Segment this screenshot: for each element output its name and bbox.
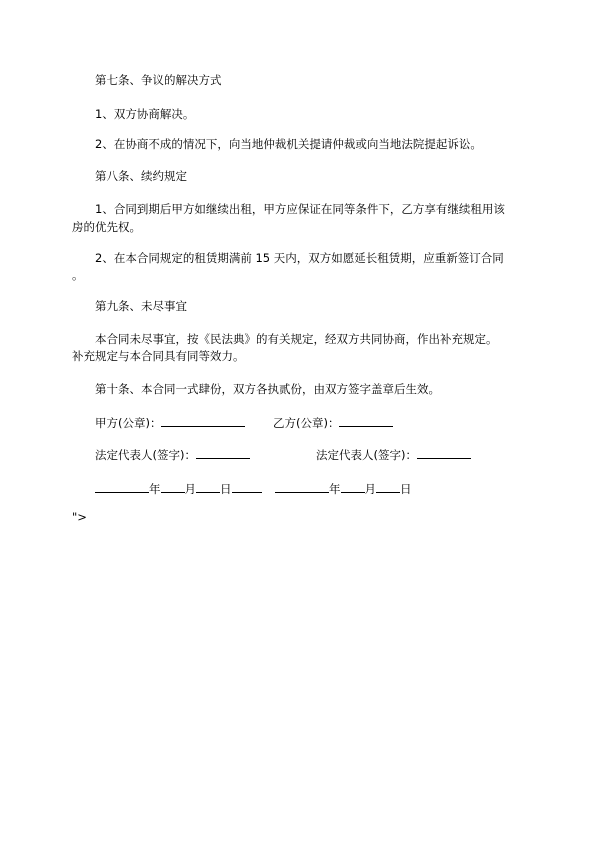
date-b-year-char: 年 xyxy=(329,482,341,496)
rep-b-blank xyxy=(417,446,471,459)
article-8-item-1-line-2: 房的优先权。 xyxy=(72,220,141,234)
date-a-day-char: 日 xyxy=(220,482,232,496)
date-b-year-blank xyxy=(275,480,329,493)
party-a-blank xyxy=(161,414,245,427)
article-9-para-line-2: 补充规定与本合同具有同等效力。 xyxy=(72,349,245,363)
rep-a-signature xyxy=(95,446,250,463)
date-b xyxy=(275,480,412,497)
article-7-title: 第七条、争议的解决方式 xyxy=(95,73,222,87)
article-9-title: 第九条、未尽事宜 xyxy=(95,299,187,313)
party-a-signature xyxy=(95,414,245,431)
date-a xyxy=(95,480,262,497)
rep-a-blank xyxy=(196,446,250,459)
party-a-label: 甲方(公章)： xyxy=(95,416,162,430)
date-a-trailing-blank xyxy=(232,480,262,493)
date-a-year-blank xyxy=(95,480,149,493)
party-b-label: 乙方(公章)： xyxy=(273,416,340,430)
rep-b-label: 法定代表人(签字)： xyxy=(316,448,417,462)
date-b-day-blank xyxy=(376,480,400,493)
article-9-para-line-1: 本合同未尽事宜，按《民法典》的有关规定，经双方共同协商，作出补充规定。 xyxy=(95,332,498,346)
rep-b-signature xyxy=(316,446,471,463)
date-b-month-char: 月 xyxy=(364,482,376,496)
date-a-month-blank xyxy=(161,480,185,493)
article-8-title: 第八条、续约规定 xyxy=(95,169,187,183)
article-8-item-2-line-2: 。 xyxy=(72,268,84,282)
date-a-day-blank xyxy=(196,480,220,493)
date-b-month-blank xyxy=(341,480,365,493)
article-7-item-2: 2、在协商不成的情况下，向当地仲裁机关提请仲裁或向当地法院提起诉讼。 xyxy=(95,137,482,151)
article-10-para: 第十条、本合同一式肆份，双方各执贰份，由双方签字盖章后生效。 xyxy=(95,382,440,396)
date-a-year-char: 年 xyxy=(149,482,161,496)
article-8-item-1-line-1: 1、合同到期后甲方如继续出租，甲方应保证在同等条件下，乙方享有继续租用该 xyxy=(95,202,505,216)
article-7-item-1: 1、双方协商解决。 xyxy=(95,107,195,121)
article-8-item-2-line-1: 2、在本合同规定的租赁期满前 15 天内，双方如愿延长租赁期，应重新签订合同 xyxy=(95,251,504,265)
rep-a-label: 法定代表人(签字)： xyxy=(95,448,196,462)
party-b-signature xyxy=(273,414,393,431)
trailing-artifact-text: "> xyxy=(72,510,87,524)
date-b-day-char: 日 xyxy=(400,482,412,496)
date-a-month-char: 月 xyxy=(184,482,196,496)
party-b-blank xyxy=(339,414,393,427)
